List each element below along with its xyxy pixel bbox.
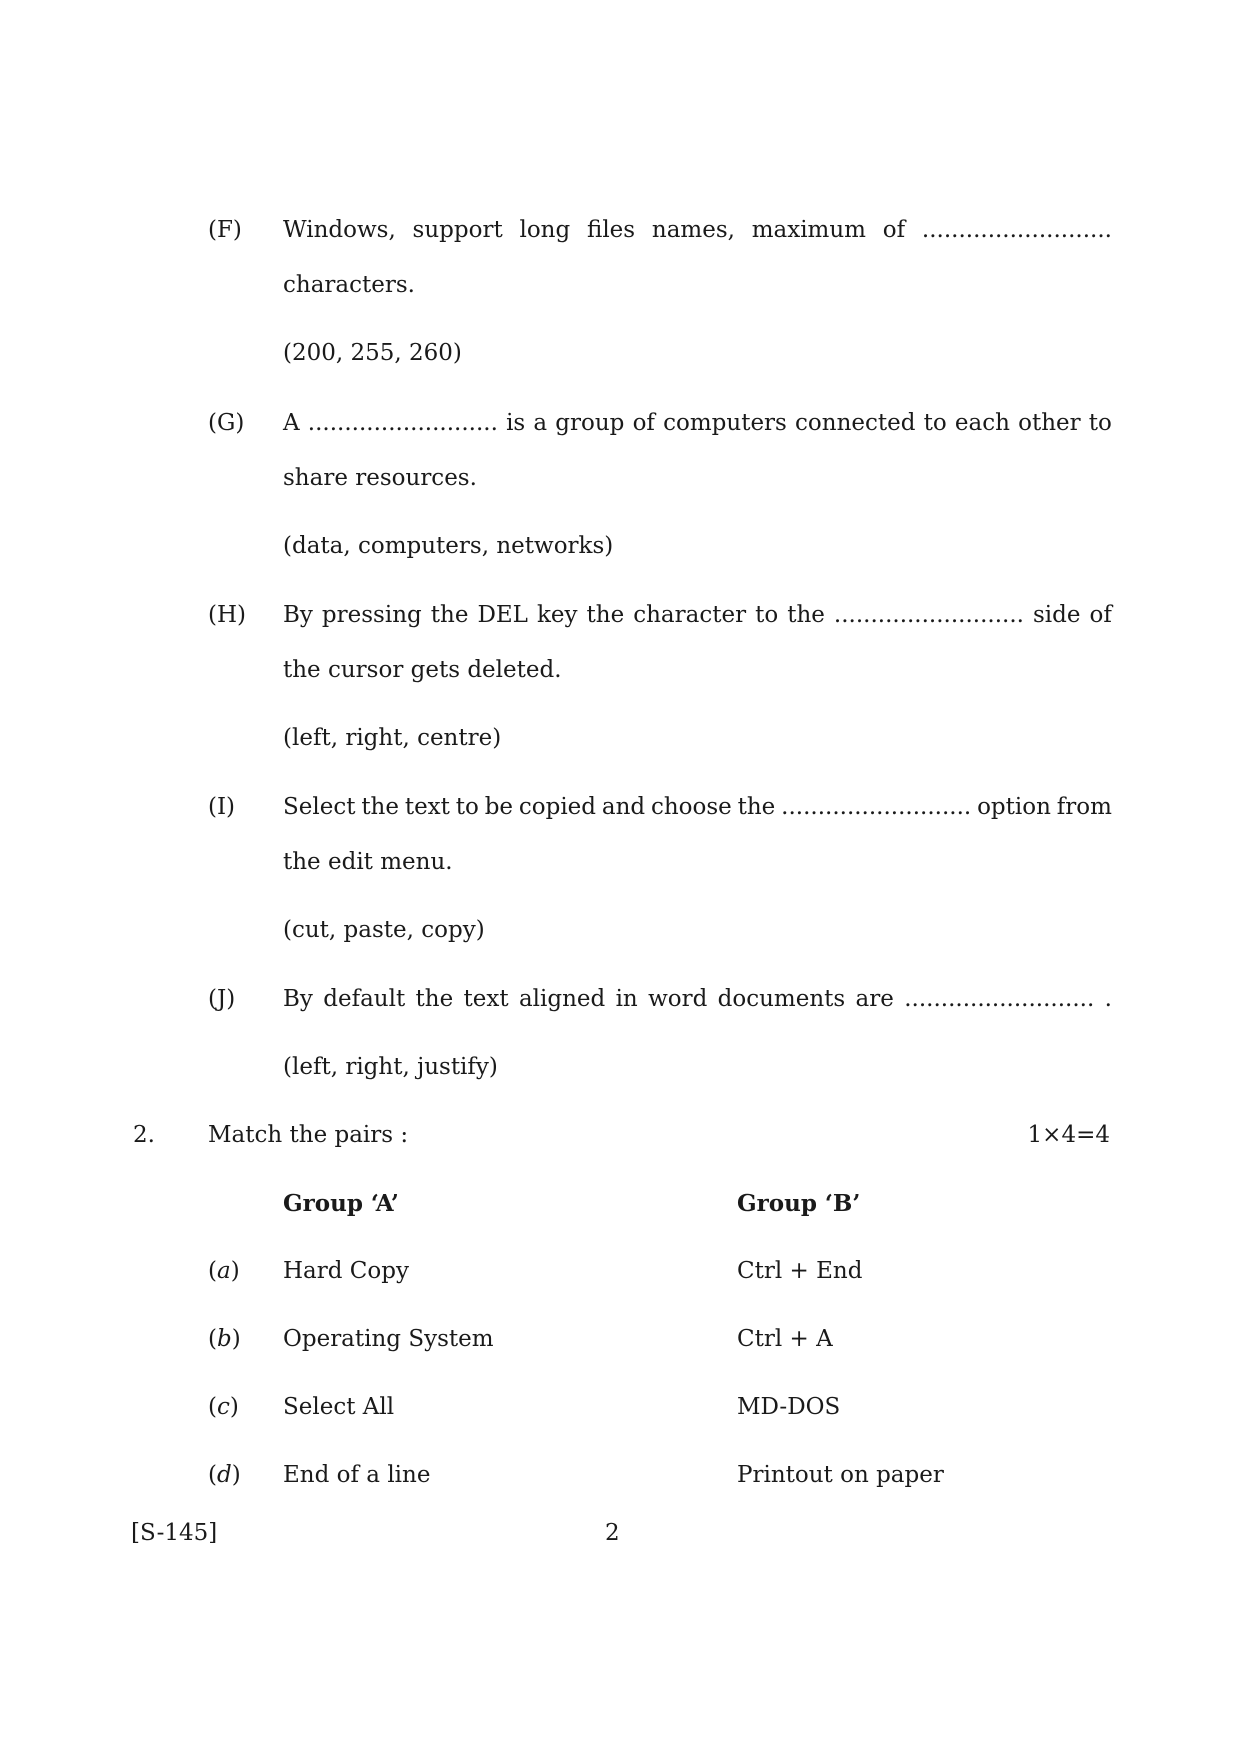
page-number: 2 <box>605 1520 620 1546</box>
word: maximum <box>751 217 866 243</box>
blank: .......................... <box>833 602 1024 628</box>
word: and <box>601 794 646 820</box>
word: aligned <box>518 986 606 1012</box>
match-row-d-group-a: End of a line <box>283 1462 431 1488</box>
word: connected <box>795 410 916 436</box>
word: By <box>283 986 313 1012</box>
question-j-label: (J) <box>208 986 236 1012</box>
question-2-marks: 1×4=4 <box>1027 1122 1110 1148</box>
match-row-b-group-a: Operating System <box>283 1326 494 1352</box>
word: of <box>632 410 655 436</box>
word: A <box>283 410 300 436</box>
word: other <box>1018 410 1081 436</box>
word: By <box>283 602 313 628</box>
question-f-options: (200, 255, 260) <box>283 340 462 366</box>
word: . <box>1104 986 1112 1012</box>
word: the <box>737 794 776 820</box>
word: text <box>463 986 509 1012</box>
question-i-options: (cut, paste, copy) <box>283 917 485 943</box>
word: option <box>977 794 1051 820</box>
word: from <box>1056 794 1112 820</box>
word: choose <box>650 794 732 820</box>
blank: .......................... <box>781 794 972 820</box>
word: in <box>615 986 638 1012</box>
match-row-d-label: (d) <box>208 1462 241 1488</box>
word: the <box>586 602 625 628</box>
match-row-a-group-a: Hard Copy <box>283 1258 409 1284</box>
match-row-c-group-a: Select All <box>283 1394 395 1420</box>
word: pressing <box>321 602 422 628</box>
word: long <box>519 217 571 243</box>
question-j-line1 <box>283 986 1112 1012</box>
word: Windows, <box>283 217 396 243</box>
word: text <box>404 794 450 820</box>
question-f-line2: characters. <box>283 272 415 298</box>
question-g-line1 <box>283 410 1112 436</box>
question-h-line1 <box>283 602 1112 628</box>
question-g-label: (G) <box>208 410 245 436</box>
question-h-line2: the cursor gets deleted. <box>283 657 562 683</box>
word: of <box>882 217 906 243</box>
word: DEL <box>477 602 528 628</box>
word: is <box>506 410 526 436</box>
word: documents <box>717 986 846 1012</box>
word: of <box>1089 602 1112 628</box>
word: are <box>855 986 894 1012</box>
match-row-d-group-b: Printout on paper <box>737 1462 944 1488</box>
question-g-line2: share resources. <box>283 465 477 491</box>
match-row-b-label: (b) <box>208 1326 241 1352</box>
word: be <box>484 794 514 820</box>
group-a-header: Group ‘A’ <box>283 1190 399 1217</box>
question-f-label: (F) <box>208 217 242 243</box>
question-2-number: 2. <box>133 1122 155 1148</box>
word: copied <box>518 794 597 820</box>
question-i-line1 <box>283 794 1112 820</box>
word: the <box>787 602 825 628</box>
word: the <box>361 794 399 820</box>
match-row-c-group-b: MD-DOS <box>737 1394 841 1420</box>
word: names, <box>651 217 735 243</box>
word: the <box>415 986 454 1012</box>
word: key <box>536 602 578 628</box>
match-row-a-label: (a) <box>208 1258 240 1284</box>
word: Select <box>283 794 356 820</box>
question-h-label: (H) <box>208 602 247 628</box>
question-f-line1 <box>283 217 1112 243</box>
match-row-a-group-b: Ctrl + End <box>737 1258 863 1284</box>
group-b-header: Group ‘B’ <box>737 1190 861 1217</box>
question-i-label: (I) <box>208 794 236 820</box>
blank: .......................... <box>921 217 1112 243</box>
question-2-title: Match the pairs : <box>208 1122 409 1148</box>
footer-code: [S-145] <box>131 1520 218 1546</box>
word: to <box>755 602 779 628</box>
question-i-line2: the edit menu. <box>283 849 453 875</box>
word: files <box>586 217 636 243</box>
word: to <box>1088 410 1112 436</box>
question-g-options: (data, computers, networks) <box>283 533 614 559</box>
blank: .......................... <box>307 410 498 436</box>
match-row-b-group-b: Ctrl + A <box>737 1326 833 1352</box>
word: computers <box>663 410 787 436</box>
word: to <box>923 410 947 436</box>
question-h-options: (left, right, centre) <box>283 725 502 751</box>
word: a <box>533 410 548 436</box>
blank: .......................... <box>904 986 1095 1012</box>
question-j-options: (left, right, justify) <box>283 1054 498 1080</box>
match-row-c-label: (c) <box>208 1394 239 1420</box>
word: character <box>633 602 747 628</box>
word: each <box>954 410 1010 436</box>
word: support <box>412 217 503 243</box>
word: to <box>455 794 479 820</box>
word: side <box>1033 602 1081 628</box>
word: word <box>648 986 708 1012</box>
word: default <box>323 986 406 1012</box>
word: group <box>555 410 625 436</box>
word: the <box>430 602 469 628</box>
